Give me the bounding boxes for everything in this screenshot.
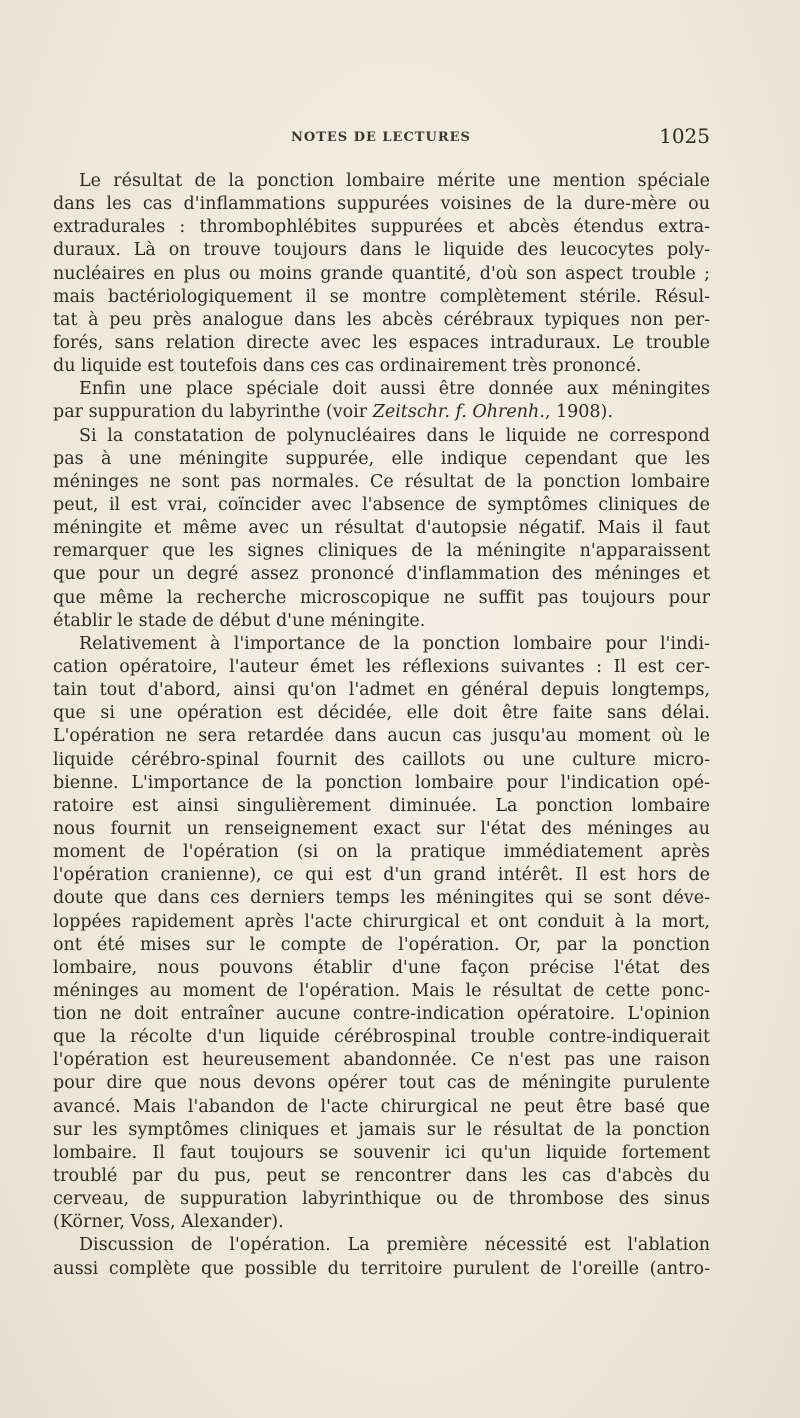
text-line: L'opération ne sera retardée dans aucun cas jusqu'au moment où le [53, 726, 710, 747]
text-line: du liquide est toutefois dans ces cas ordinairement très prononcé. [53, 356, 642, 377]
page-number: 1025 [659, 124, 710, 148]
text-line: aussi complète que possible du territoire purulent de l'oreille (antro- [53, 1258, 710, 1279]
text-line: pour dire que nous devons opérer tout cas de méningite purulente [53, 1073, 710, 1094]
body-text [53, 170, 710, 1281]
text-line: loppées rapidement après l'acte chirurgical et ont conduit à la mort, [53, 911, 710, 932]
text-line-citation: par suppuration du labyrinthe (voir Zeitschr. f. Ohrenh., 1908). [53, 402, 613, 423]
text-line: extradurales : thrombophlébites suppurées et abcès étendus extra- [53, 217, 710, 238]
text-line: avancé. Mais l'abandon de l'acte chirurgical ne peut être basé que [53, 1096, 710, 1117]
text-line: que la récolte d'un liquide cérébrospinal trouble contre-indiquerait [53, 1027, 710, 1048]
text-line: mais bactériologiquement il se montre complètement stérile. Résul- [53, 286, 710, 307]
running-title: NOTES DE LECTURES [291, 130, 471, 145]
text-line: que si une opération est décidée, elle doit être faite sans délai. [53, 703, 710, 724]
text-line: bienne. L'importance de la ponction lombaire pour l'indication opé- [53, 772, 710, 793]
running-head [53, 124, 710, 150]
text-line: l'opération est heureusement abandonnée. Ce n'est pas une raison [53, 1050, 710, 1071]
text-line: ont été mises sur le compte de l'opération. Or, par la ponction [53, 934, 710, 955]
text-line: lombaire, nous pouvons établir d'une façon précise l'état des [53, 957, 710, 978]
text-line: doute que dans ces derniers temps les méningites qui se sont déve- [53, 888, 710, 909]
text-line: l'opération cranienne), ce qui est d'un grand intérêt. Il est hors de [53, 865, 710, 886]
journal-title: Zeitschr. f. Ohrenh. [372, 402, 545, 423]
text-line: tain tout d'abord, ainsi qu'on l'admet en général depuis longtemps, [53, 680, 710, 701]
text-line: peut, il est vrai, coïncider avec l'absence de symptômes cliniques de [53, 494, 710, 515]
text-line: méningite et même avec un résultat d'autopsie négatif. Mais il faut [53, 518, 710, 539]
text-line: tat à peu près analogue dans les abcès cérébraux typiques non per- [53, 309, 710, 330]
text-line: troublé par du pus, peut se rencontrer dans les cas d'abcès du [53, 1166, 710, 1187]
text-line: forés, sans relation directe avec les espaces intraduraux. Le trouble [53, 332, 710, 353]
text-line: Discussion de l'opération. La première nécessité est l'ablation [79, 1235, 710, 1256]
text-line: liquide cérébro-spinal fournit des caillots ou une culture micro- [53, 749, 710, 770]
text-line: que même la recherche microscopique ne suffit pas toujours pour [53, 587, 710, 608]
text-line: duraux. Là on trouve toujours dans le liquide des leucocytes poly- [53, 240, 710, 261]
text-line: pas à une méningite suppurée, elle indique cependant que les [53, 448, 710, 469]
text-line: méninges au moment de l'opération. Mais le résultat de cette ponc- [53, 980, 710, 1001]
text-line: Si la constatation de polynucléaires dans le liquide ne correspond [79, 425, 710, 446]
text-line: que pour un degré assez prononcé d'inflammation des méninges et [53, 564, 710, 585]
text-line: nous fournit un renseignement exact sur l'état des méninges au [53, 818, 710, 839]
text-line: méninges ne sont pas normales. Ce résultat de la ponction lombaire [53, 471, 710, 492]
text-line: remarquer que les signes cliniques de la méningite n'apparaissent [53, 541, 710, 562]
text-line: sur les symptômes cliniques et jamais sur le résultat de la ponction [53, 1119, 710, 1140]
text-line: Relativement à l'importance de la ponction lombaire pour l'indi- [79, 633, 710, 654]
text-line: Enfin une place spéciale doit aussi être donnée aux méningites [79, 379, 710, 400]
text-line: (Körner, Voss, Alexander). [53, 1212, 284, 1233]
text-line: Le résultat de la ponction lombaire mérite une mention spéciale [79, 171, 710, 191]
text-line: établir le stade de début d'une méningite. [53, 610, 426, 631]
text-line: moment de l'opération (si on la pratique immédiatement après [53, 842, 710, 863]
text-line: cation opératoire, l'auteur émet les réflexions suivantes : Il est cer- [53, 656, 710, 677]
text-line: ratoire est ainsi singulièrement diminuée. La ponction lombaire [53, 795, 710, 816]
text-line: dans les cas d'inflammations suppurées voisines de la dure-mère ou [53, 194, 710, 215]
book-page [53, 0, 710, 1418]
text-line: nucléaires en plus ou moins grande quantité, d'où son aspect trouble ; [53, 263, 710, 284]
text-line: cerveau, de suppuration labyrinthique ou de thrombose des sinus [53, 1189, 710, 1210]
text-line: lombaire. Il faut toujours se souvenir ici qu'un liquide fortement [53, 1142, 710, 1163]
text-line: tion ne doit entraîner aucune contre-indication opératoire. L'opinion [53, 1004, 710, 1025]
